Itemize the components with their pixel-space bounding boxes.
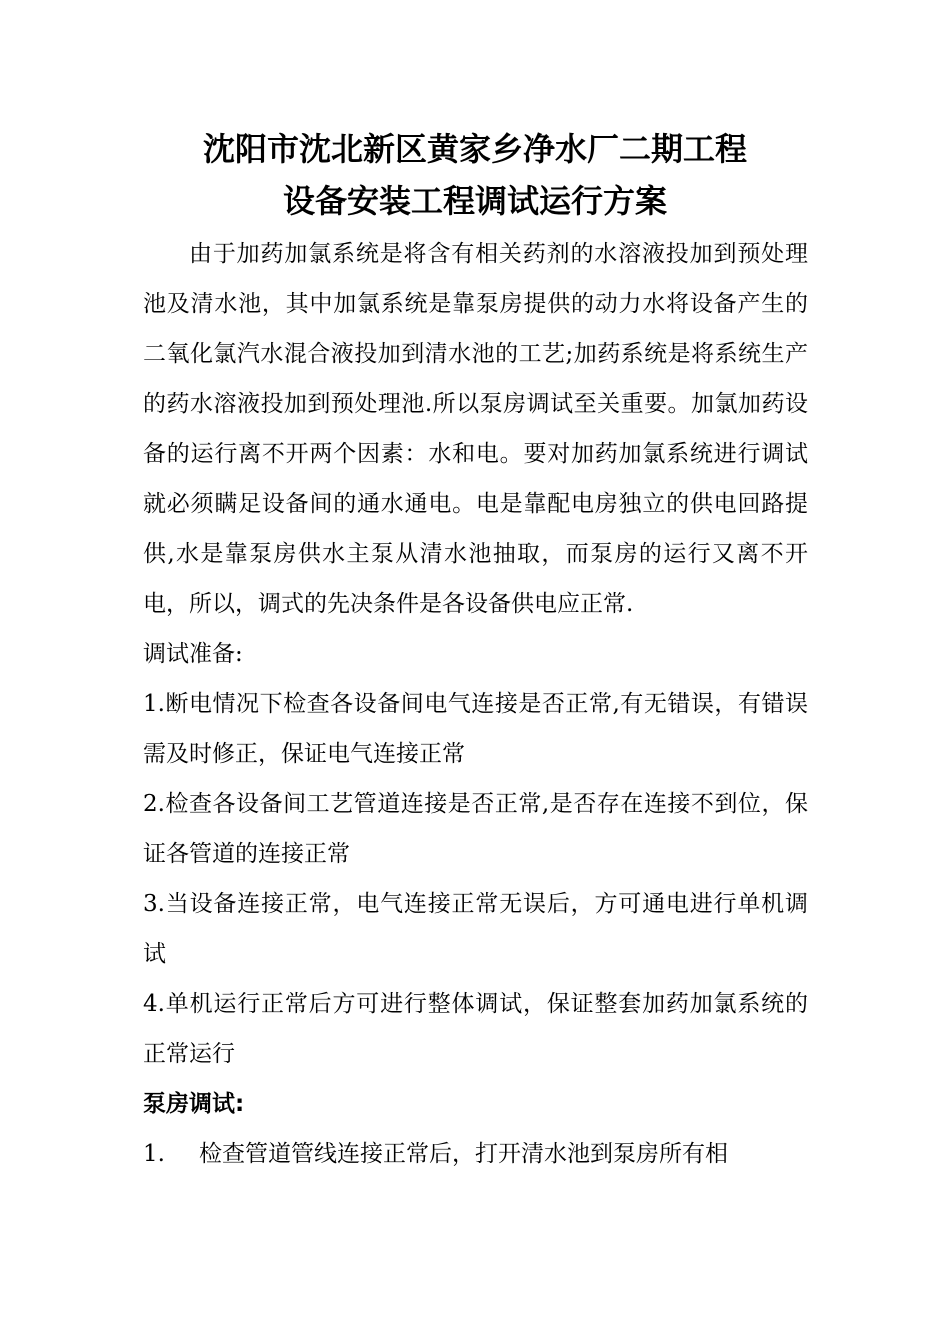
document-body — [143, 229, 808, 1179]
pump-item-1 — [143, 1129, 808, 1179]
prep-heading: 调试准备: — [143, 641, 243, 667]
intro-paragraph: 由于加药加氯系统是将含有相关药剂的水溶液投加到预处理池及清水池，其中加氯系统是靠泵房提供的动力水将设备产生的二氧化氯汽水混合液投加到清水池的工艺;加药系统是将系统生产的药水溶液投加到预处理池.所以泵房调试至关重要。加氯加药设备的运行离不开两个因素：水和电。要对加药加氯系统进行调试就必须瞒足设备间的通水通电。电是靠配电房独立的供电回路提供,水是靠泵房供水主泵从清水池抽取，而泵房的运行又离不开电，所以，调式的先决条件是各设备供电应正常. — [143, 241, 808, 617]
pump-item-1-number: 1. — [143, 1141, 165, 1167]
pump-heading: 泵房调试: — [143, 1091, 245, 1117]
prep-item-3: 3.当设备连接正常，电气连接正常无误后，方可通电进行单机调试 — [143, 891, 808, 967]
prep-item-4: 4.单机运行正常后方可进行整体调试，保证整套加药加氯系统的正常运行 — [143, 991, 808, 1067]
document-title-line1: 沈阳市沈北新区黄家乡净水厂二期工程 — [202, 130, 747, 168]
prep-item-1: 1.断电情况下检查各设备间电气连接是否正常,有无错误，有错误需及时修正，保证电气连接正常 — [143, 691, 808, 767]
prep-item-2: 2.检查各设备间工艺管道连接是否正常,是否存在连接不到位，保证各管道的连接正常 — [143, 791, 808, 867]
pump-item-1-text: 检查管道管线连接正常后，打开清水池到泵房所有相 — [199, 1141, 728, 1167]
document-title-line2: 设备安装工程调试运行方案 — [282, 182, 667, 220]
